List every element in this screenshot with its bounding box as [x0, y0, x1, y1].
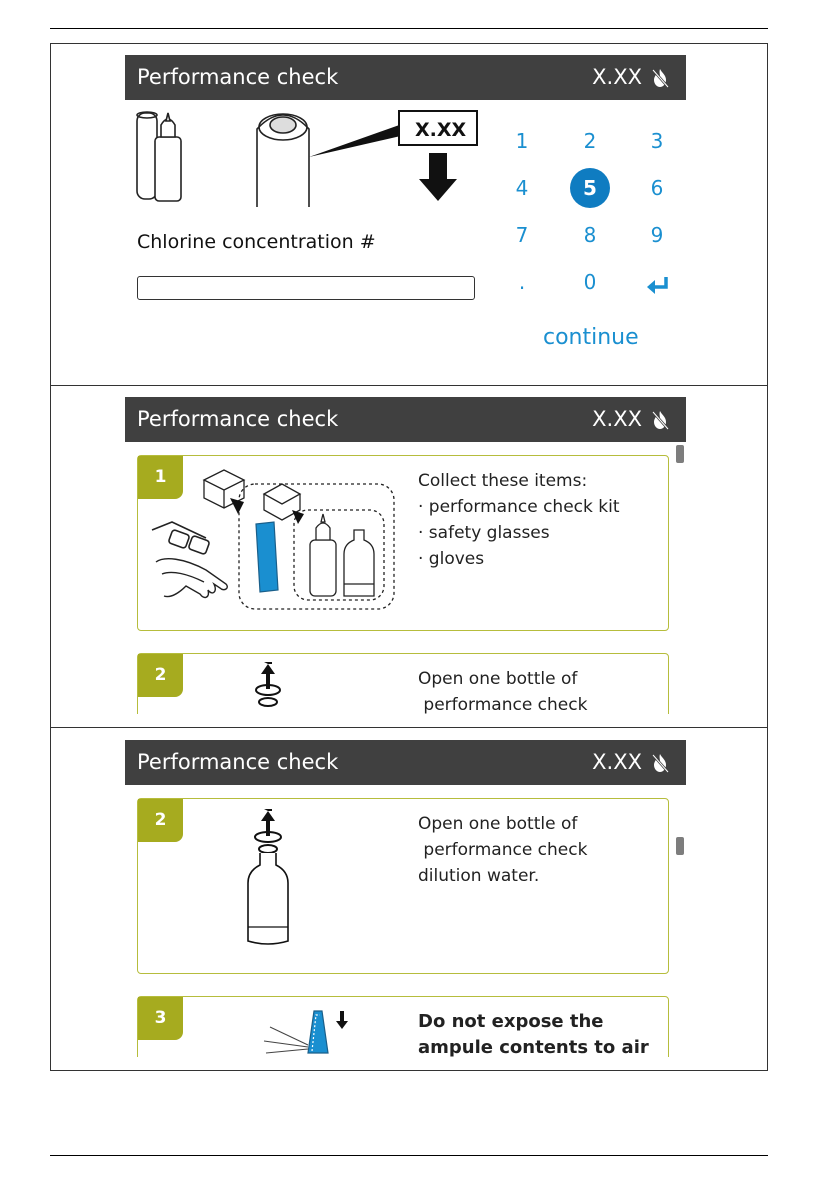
gloves-icon	[156, 559, 227, 598]
title-bar	[125, 55, 686, 100]
screen-title: Performance check	[137, 750, 339, 774]
step-card-2	[137, 798, 669, 974]
step-number-badge: 2	[138, 654, 183, 697]
collect-items-illustration	[144, 462, 409, 622]
key-5-selected[interactable]: 5	[570, 168, 610, 208]
step-number-badge: 2	[138, 799, 183, 842]
continue-button[interactable]: continue	[543, 325, 639, 350]
screen-title: Performance check	[137, 65, 339, 89]
concentration-input[interactable]	[137, 276, 475, 300]
reading-value: X.XX	[592, 407, 642, 431]
step-card-3	[137, 996, 669, 1057]
page-top-rule	[50, 28, 768, 29]
step-2-text: Open one bottle of performance check dilution water.	[418, 814, 588, 886]
key-7[interactable]: 7	[515, 223, 529, 247]
ampule-icon	[155, 113, 181, 201]
step-2-text: Open one bottle of performance check	[418, 669, 588, 714]
return-arrow-icon	[637, 262, 677, 302]
key-9[interactable]: 9	[650, 223, 664, 247]
dilution-bottle-icon	[344, 530, 374, 596]
page-bottom-rule	[50, 1155, 768, 1156]
step-card-2	[137, 653, 669, 714]
screen-step-list-1	[125, 397, 686, 714]
ampule-air-warning-illustration	[250, 1007, 350, 1057]
dilution-water-bottle-illustration	[238, 809, 298, 949]
key-0[interactable]: 0	[583, 270, 597, 294]
step-1-text: Collect these items: · performance check kit · safety glasses · gloves	[418, 471, 620, 569]
scrollbar-thumb[interactable]	[676, 837, 684, 855]
ampule-bottle-icon	[310, 514, 336, 596]
screen-title: Performance check	[137, 407, 339, 431]
key-8[interactable]: 8	[583, 223, 597, 247]
concentration-label: Chlorine concentration #	[137, 231, 376, 253]
title-bar	[125, 740, 686, 785]
reading-value: X.XX	[592, 65, 642, 89]
key-4[interactable]: 4	[515, 176, 529, 200]
callout-value: X.XX	[415, 119, 467, 141]
vial-icon	[137, 112, 157, 199]
step-card-1	[137, 455, 669, 631]
step-number-badge: 1	[138, 456, 183, 499]
blue-ampule-icon	[308, 1011, 328, 1053]
screen-keypad	[125, 55, 686, 375]
safety-glasses-icon	[152, 522, 210, 555]
instrument-cell-icon	[257, 114, 309, 207]
screen-step-list-2	[125, 740, 686, 1057]
title-bar	[125, 397, 686, 442]
key-3[interactable]: 3	[650, 129, 664, 153]
key-backspace[interactable]	[637, 262, 677, 302]
key-decimal[interactable]: .	[518, 270, 526, 294]
scrollbar-thumb[interactable]	[676, 445, 684, 463]
key-2[interactable]: 2	[583, 129, 597, 153]
open-cap-icon	[248, 662, 288, 714]
blue-ampule-icon	[256, 522, 278, 592]
key-1[interactable]: 1	[515, 129, 529, 153]
callout-pointer	[309, 123, 405, 157]
down-arrow-icon	[419, 153, 457, 201]
step-3-warning-text: Do not expose the ampule contents to air	[418, 1011, 649, 1057]
step-number-badge: 3	[138, 997, 183, 1040]
flame-icon	[649, 752, 671, 774]
key-6[interactable]: 6	[650, 176, 664, 200]
flame-icon	[649, 67, 671, 89]
reading-value: X.XX	[592, 750, 642, 774]
flame-icon	[649, 409, 671, 431]
